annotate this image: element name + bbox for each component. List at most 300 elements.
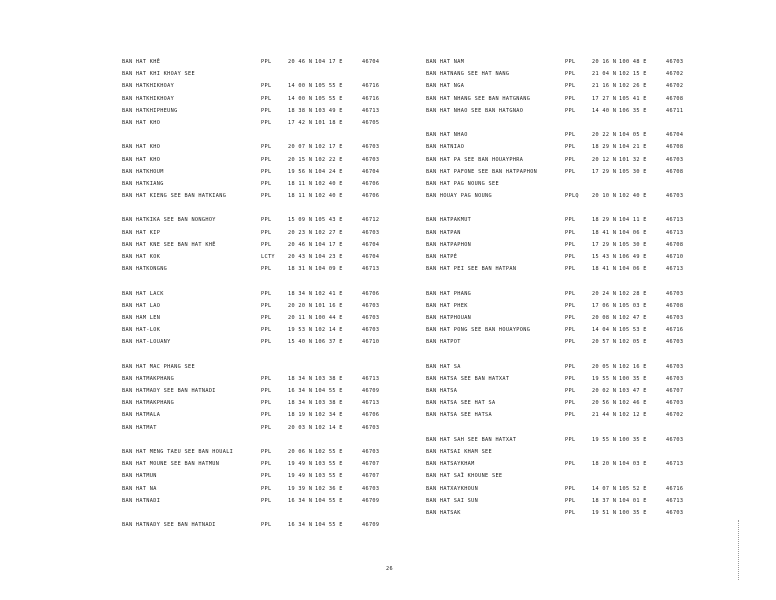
entry-map-code: 46703 bbox=[666, 509, 684, 516]
gazetteer-entry bbox=[122, 312, 390, 324]
entry-name: BAN HAT KOK bbox=[122, 254, 161, 260]
entry-map-code: 46716 bbox=[666, 485, 684, 492]
gazetteer-entry bbox=[122, 117, 390, 129]
gazetteer-entry bbox=[426, 324, 694, 336]
entry-latitude: 20 23 N bbox=[288, 229, 313, 236]
entry-latitude: 18 20 N bbox=[592, 461, 617, 468]
entry-map-code: 46706 bbox=[362, 180, 380, 187]
gazetteer-entry bbox=[122, 141, 390, 153]
entry-longitude: 104 06 E bbox=[619, 229, 647, 236]
entry-feature-type: PPL bbox=[261, 400, 272, 407]
entry-map-code: 46713 bbox=[666, 461, 684, 468]
entry-latitude: 19 51 N bbox=[592, 509, 617, 516]
entry-map-code: 46712 bbox=[362, 217, 380, 224]
entry-name: BAN HAT KIENG SEE BAN HATKIANG bbox=[122, 193, 227, 200]
entry-latitude: 21 04 N bbox=[592, 71, 617, 78]
entry-latitude: 14 00 N bbox=[288, 83, 313, 90]
entry-name: BAN HAT SAH SEE BAN HATXAT bbox=[426, 436, 517, 443]
entry-feature-type: PPL bbox=[565, 400, 576, 407]
entry-longitude: 104 23 E bbox=[315, 254, 343, 260]
entry-map-code: 46703 bbox=[666, 290, 684, 297]
entry-feature-type: PPL bbox=[565, 412, 576, 419]
entry-map-code: 46704 bbox=[362, 241, 380, 248]
entry-name: BAN HATMALA bbox=[122, 412, 161, 419]
entry-name: BAN HATNADY SEE BAN HATNADI bbox=[122, 522, 216, 529]
entry-feature-type: PPL bbox=[261, 327, 272, 334]
gazetteer-entry bbox=[426, 154, 694, 166]
entry-map-code: 46707 bbox=[666, 388, 684, 395]
entry-longitude: 102 41 E bbox=[315, 290, 343, 297]
entry-latitude: 18 34 N bbox=[288, 375, 313, 382]
entry-map-code: 46713 bbox=[666, 266, 684, 273]
entry-longitude: 104 55 E bbox=[315, 497, 343, 504]
entry-map-code: 46710 bbox=[362, 339, 380, 346]
entry-feature-type: PPL bbox=[261, 156, 272, 163]
entry-map-code: 46713 bbox=[362, 266, 380, 273]
entry-longitude: 102 55 E bbox=[315, 449, 343, 455]
entry-name: BAN HATPOT bbox=[426, 339, 461, 346]
entry-feature-type: PPL bbox=[565, 461, 576, 468]
section-gap bbox=[426, 422, 694, 434]
entry-longitude: 105 30 E bbox=[619, 168, 647, 175]
entry-feature-type: PPL bbox=[261, 180, 272, 187]
entry-latitude: 14 00 N bbox=[288, 95, 313, 102]
entry-longitude: 102 26 E bbox=[619, 83, 647, 90]
entry-feature-type: PPL bbox=[261, 388, 272, 395]
entry-longitude: 102 15 E bbox=[619, 71, 647, 78]
entry-name: BAN HATMUN bbox=[122, 473, 157, 480]
entry-map-code: 46703 bbox=[362, 424, 380, 431]
entry-latitude: 18 34 N bbox=[288, 400, 313, 407]
gazetteer-entry bbox=[122, 227, 390, 239]
entry-longitude: 104 11 E bbox=[619, 217, 647, 224]
entry-name: BAN HATPHOUAN bbox=[426, 314, 472, 321]
entry-name: BAN HAT KHÊ bbox=[122, 59, 161, 65]
entry-latitude: 17 29 N bbox=[592, 168, 617, 175]
entry-longitude: 106 49 E bbox=[619, 254, 647, 260]
gazetteer-entry bbox=[122, 239, 390, 251]
gazetteer-entry bbox=[122, 190, 390, 202]
entry-feature-type: PPL bbox=[261, 83, 272, 90]
section-gap bbox=[122, 129, 390, 141]
gazetteer-entry bbox=[122, 166, 390, 178]
entry-longitude: 103 47 E bbox=[619, 388, 647, 395]
entry-map-code: 46703 bbox=[666, 59, 684, 65]
entry-longitude: 104 55 E bbox=[315, 522, 343, 529]
entry-feature-type: PPL bbox=[261, 314, 272, 321]
gazetteer-entry bbox=[426, 458, 694, 470]
entry-longitude: 104 55 E bbox=[315, 388, 343, 395]
gazetteer-entry bbox=[426, 141, 694, 153]
entry-name: BAN HAT NAM bbox=[426, 59, 465, 65]
gazetteer-entry bbox=[426, 446, 694, 458]
gazetteer-entry bbox=[122, 495, 390, 507]
gazetteer-entry bbox=[122, 373, 390, 385]
gazetteer-entry bbox=[426, 80, 694, 92]
gazetteer-entry bbox=[122, 178, 390, 190]
gazetteer-entry bbox=[122, 470, 390, 482]
entry-latitude: 18 29 N bbox=[592, 144, 617, 151]
gazetteer-entry bbox=[122, 214, 390, 226]
entry-feature-type: PPL bbox=[261, 193, 272, 200]
entry-latitude: 20 16 N bbox=[592, 59, 617, 65]
entry-latitude: 14 04 N bbox=[592, 327, 617, 334]
entry-feature-type: PPL bbox=[565, 388, 576, 395]
entry-latitude: 18 11 N bbox=[288, 180, 313, 187]
entry-map-code: 46703 bbox=[666, 156, 684, 163]
entry-longitude: 104 17 E bbox=[315, 241, 343, 248]
section-gap bbox=[122, 349, 390, 361]
entry-feature-type: PPL bbox=[565, 254, 576, 260]
entry-feature-type: PPL bbox=[261, 107, 272, 114]
entry-feature-type: PPL bbox=[261, 339, 272, 346]
entry-longitude: 104 01 E bbox=[619, 497, 647, 504]
entry-feature-type: PPL bbox=[261, 229, 272, 236]
entry-feature-type: PPL bbox=[565, 107, 576, 114]
entry-name: BAN HATMAT bbox=[122, 424, 157, 431]
gazetteer-entry bbox=[426, 178, 694, 190]
entry-name: BAN HAT PEI SEE BAN HATPAN bbox=[426, 266, 517, 273]
gazetteer-entry bbox=[122, 80, 390, 92]
entry-map-code: 46706 bbox=[362, 193, 380, 200]
entry-longitude: 100 35 E bbox=[619, 436, 647, 443]
gazetteer-entry bbox=[426, 288, 694, 300]
entry-name: BAN HAT PONG SEE BAN HOUAYPONG bbox=[426, 327, 531, 334]
entry-map-code: 46708 bbox=[666, 144, 684, 151]
entry-map-code: 46704 bbox=[362, 254, 380, 260]
gazetteer-entry bbox=[426, 93, 694, 105]
entry-map-code: 46706 bbox=[362, 412, 380, 419]
entry-map-code: 46710 bbox=[666, 254, 684, 260]
entry-feature-type: PPL bbox=[565, 436, 576, 443]
entry-feature-type: PPL bbox=[565, 59, 576, 65]
entry-name: BAN HATSAI KHAM SEE bbox=[426, 449, 492, 455]
entry-longitude: 104 06 E bbox=[619, 266, 647, 273]
entry-name: BAN HAT PAFONE SEE BAN HATPAPHON bbox=[426, 168, 538, 175]
entry-feature-type: PPL bbox=[565, 156, 576, 163]
gazetteer-entry bbox=[122, 446, 390, 458]
entry-longitude: 103 55 E bbox=[315, 473, 343, 480]
entry-map-code: 46703 bbox=[666, 339, 684, 346]
gazetteer-entry bbox=[426, 190, 694, 202]
entry-longitude: 106 35 E bbox=[619, 107, 647, 114]
entry-map-code: 46703 bbox=[666, 363, 684, 370]
entry-map-code: 46703 bbox=[666, 436, 684, 443]
gazetteer-entry bbox=[426, 56, 694, 68]
entry-latitude: 18 41 N bbox=[592, 266, 617, 273]
entry-latitude: 20 43 N bbox=[288, 254, 313, 260]
gazetteer-entry bbox=[122, 324, 390, 336]
entry-name: BAN HAT-LOUANY bbox=[122, 339, 171, 346]
entry-latitude: 18 38 N bbox=[288, 107, 313, 114]
entry-latitude: 15 43 N bbox=[592, 254, 617, 260]
entry-name: BAN HATKIKA SEE BAN NONGHOY bbox=[122, 217, 216, 224]
entry-map-code: 46713 bbox=[666, 217, 684, 224]
entry-map-code: 46704 bbox=[362, 168, 380, 175]
gazetteer-entry bbox=[426, 385, 694, 397]
entry-map-code: 46703 bbox=[666, 400, 684, 407]
entry-latitude: 20 15 N bbox=[288, 156, 313, 163]
entry-latitude: 16 34 N bbox=[288, 522, 313, 529]
entry-map-code: 46703 bbox=[362, 485, 380, 492]
entry-longitude: 104 21 E bbox=[619, 144, 647, 151]
entry-latitude: 19 55 N bbox=[592, 375, 617, 382]
entry-feature-type: PPL bbox=[565, 241, 576, 248]
gazetteer-entry bbox=[426, 239, 694, 251]
entry-map-code: 46713 bbox=[666, 497, 684, 504]
entry-name: BAN HATKHIPHEUNG bbox=[122, 107, 178, 114]
entry-latitude: 20 22 N bbox=[592, 132, 617, 139]
entry-feature-type: PPL bbox=[565, 327, 576, 334]
entry-longitude: 101 16 E bbox=[315, 302, 343, 309]
section-gap bbox=[122, 434, 390, 446]
entry-name: BAN HAT KNE SEE BAN HAT KHÊ bbox=[122, 241, 216, 248]
entry-map-code: 46704 bbox=[666, 132, 684, 139]
entry-longitude: 102 40 E bbox=[619, 193, 647, 200]
entry-map-code: 46703 bbox=[362, 144, 380, 151]
entry-longitude: 102 47 E bbox=[619, 314, 647, 321]
gazetteer-entry bbox=[426, 312, 694, 324]
gazetteer-entry bbox=[426, 409, 694, 421]
entry-latitude: 19 49 N bbox=[288, 461, 313, 468]
entry-latitude: 17 06 N bbox=[592, 302, 617, 309]
entry-latitude: 20 02 N bbox=[592, 388, 617, 395]
gazetteer-entry bbox=[122, 56, 390, 68]
entry-feature-type: PPL bbox=[261, 412, 272, 419]
entry-longitude: 105 55 E bbox=[315, 95, 343, 102]
entry-feature-type: PPL bbox=[261, 302, 272, 309]
gazetteer-entry bbox=[426, 166, 694, 178]
entry-map-code: 46709 bbox=[362, 388, 380, 395]
entry-latitude: 20 07 N bbox=[288, 144, 313, 151]
entry-longitude: 101 32 E bbox=[619, 156, 647, 163]
entry-latitude: 18 34 N bbox=[288, 290, 313, 297]
entry-latitude: 15 40 N bbox=[288, 339, 313, 346]
entry-name: BAN HATPAPHON bbox=[426, 241, 472, 248]
entry-name: BAN HAT KHO bbox=[122, 156, 161, 163]
entry-name: BAN HATSA SEE HAT SA bbox=[426, 400, 496, 407]
entry-feature-type: PPL bbox=[565, 168, 576, 175]
entry-name: BAN HOUAY PAG NOUNG bbox=[426, 193, 492, 200]
entry-longitude: 102 40 E bbox=[315, 180, 343, 187]
entry-feature-type: PPL bbox=[565, 363, 576, 370]
entry-longitude: 102 27 E bbox=[315, 229, 343, 236]
entry-map-code: 46703 bbox=[362, 327, 380, 334]
page-number: 26 bbox=[386, 566, 393, 572]
gazetteer-entry bbox=[122, 93, 390, 105]
entry-latitude: 20 11 N bbox=[288, 314, 313, 321]
entry-feature-type: PPL bbox=[261, 59, 272, 65]
entry-longitude: 103 55 E bbox=[315, 461, 343, 468]
gazetteer-entry bbox=[122, 385, 390, 397]
entry-feature-type: PPL bbox=[565, 95, 576, 102]
entry-name: BAN HATNANG SEE HAT NANG bbox=[426, 71, 510, 78]
entry-latitude: 20 05 N bbox=[592, 363, 617, 370]
entry-feature-type: LCTY bbox=[261, 254, 275, 260]
entry-map-code: 46716 bbox=[666, 327, 684, 334]
entry-name: BAN HAT KHO bbox=[122, 144, 161, 151]
entry-name: BAN HATKHIKHOAY bbox=[122, 95, 175, 102]
entry-longitude: 102 40 E bbox=[315, 193, 343, 200]
entry-latitude: 19 55 N bbox=[592, 436, 617, 443]
entry-latitude: 14 07 N bbox=[592, 485, 617, 492]
entry-map-code: 46704 bbox=[362, 59, 380, 65]
entry-longitude: 104 09 E bbox=[315, 266, 343, 273]
entry-feature-type: PPL bbox=[261, 473, 272, 480]
gazetteer-entry bbox=[122, 154, 390, 166]
entry-feature-type: PPL bbox=[565, 144, 576, 151]
entry-longitude: 102 17 E bbox=[315, 144, 343, 151]
entry-feature-type: PPL bbox=[565, 83, 576, 90]
gazetteer-entry bbox=[426, 214, 694, 226]
entry-latitude: 20 56 N bbox=[592, 400, 617, 407]
entry-latitude: 19 39 N bbox=[288, 485, 313, 492]
entry-longitude: 102 36 E bbox=[315, 485, 343, 492]
entry-name: BAN HATSAYKHAM bbox=[426, 461, 475, 468]
entry-feature-type: PPL bbox=[565, 229, 576, 236]
entry-name: BAN HATMADY SEE BAN HATNADI bbox=[122, 388, 216, 395]
entry-feature-type: PPL bbox=[261, 424, 272, 431]
entry-map-code: 46708 bbox=[666, 95, 684, 102]
entry-feature-type: PPL bbox=[261, 449, 272, 455]
gazetteer-entry bbox=[122, 422, 390, 434]
entry-latitude: 20 20 N bbox=[288, 302, 313, 309]
gazetteer-entry bbox=[122, 397, 390, 409]
gazetteer-entry bbox=[426, 495, 694, 507]
entry-longitude: 102 46 E bbox=[619, 400, 647, 407]
gazetteer-entry bbox=[426, 483, 694, 495]
entry-feature-type: PPL bbox=[565, 132, 576, 139]
gazetteer-entry bbox=[426, 227, 694, 239]
entry-feature-type: PPL bbox=[261, 241, 272, 248]
entry-feature-type: PPL bbox=[565, 339, 576, 346]
entry-feature-type: PPL bbox=[565, 217, 576, 224]
entry-longitude: 103 38 E bbox=[315, 400, 343, 407]
entry-latitude: 17 42 N bbox=[288, 119, 313, 126]
margin-scan-marks bbox=[738, 520, 741, 580]
gazetteer-entry bbox=[426, 300, 694, 312]
entry-name: BAN HAT PAG NOUNG SEE bbox=[426, 180, 499, 187]
entry-map-code: 46709 bbox=[362, 497, 380, 504]
entry-longitude: 104 03 E bbox=[619, 461, 647, 468]
entry-latitude: 18 19 N bbox=[288, 412, 313, 419]
entry-feature-type: PPL bbox=[261, 266, 272, 273]
entry-feature-type: PPL bbox=[261, 375, 272, 382]
entry-map-code: 46716 bbox=[362, 83, 380, 90]
gazetteer-entry bbox=[122, 288, 390, 300]
gazetteer-entry bbox=[122, 519, 390, 531]
entry-longitude: 104 17 E bbox=[315, 59, 343, 65]
gazetteer-entry bbox=[122, 336, 390, 348]
entry-longitude: 105 53 E bbox=[619, 327, 647, 334]
gazetteer-entry bbox=[426, 470, 694, 482]
entry-longitude: 102 14 E bbox=[315, 327, 343, 334]
gazetteer-entry bbox=[426, 129, 694, 141]
entry-longitude: 104 05 E bbox=[619, 132, 647, 139]
entry-latitude: 18 29 N bbox=[592, 217, 617, 224]
gazetteer-entry bbox=[426, 105, 694, 117]
entry-map-code: 46707 bbox=[362, 461, 380, 468]
entry-name: BAN HAT KHO bbox=[122, 119, 161, 126]
entry-feature-type: PPL bbox=[261, 217, 272, 224]
entry-longitude: 104 24 E bbox=[315, 168, 343, 175]
section-gap bbox=[426, 349, 694, 361]
entry-map-code: 46707 bbox=[362, 473, 380, 480]
entry-latitude: 16 34 N bbox=[288, 497, 313, 504]
entry-name: BAN HAT NGA bbox=[426, 83, 465, 90]
entry-longitude: 102 28 E bbox=[619, 290, 647, 297]
entry-latitude: 20 46 N bbox=[288, 241, 313, 248]
entry-feature-type: PPL bbox=[261, 119, 272, 126]
entry-latitude: 21 44 N bbox=[592, 412, 617, 419]
entry-name: BAN HATMAKPHANG bbox=[122, 375, 175, 382]
entry-name: BAN HAT MENG TAEU SEE BAN HOUALI bbox=[122, 449, 234, 455]
gazetteer-entry bbox=[122, 361, 390, 373]
entry-name: BAN HAT-LOK bbox=[122, 327, 161, 334]
entry-name: BAN HATSA SEE HATSA bbox=[426, 412, 492, 419]
entry-latitude: 15 09 N bbox=[288, 217, 313, 224]
entry-latitude: 20 03 N bbox=[288, 424, 313, 431]
entry-feature-type: PPL bbox=[565, 509, 576, 516]
entry-feature-type: PPL bbox=[261, 497, 272, 504]
entry-name: BAN HAT SAÏ KHOUNE SEE bbox=[426, 473, 503, 480]
entry-longitude: 105 41 E bbox=[619, 95, 647, 102]
gazetteer-entry bbox=[426, 434, 694, 446]
entry-name: BAN HATSA bbox=[426, 388, 458, 395]
entry-longitude: 105 30 E bbox=[619, 241, 647, 248]
entry-feature-type: PPL bbox=[565, 314, 576, 321]
entry-feature-type: PPL bbox=[565, 375, 576, 382]
entry-latitude: 20 08 N bbox=[592, 314, 617, 321]
entry-name: BAN HAT PA SEE BAN HOUAYPHRA bbox=[426, 156, 524, 163]
section-gap bbox=[426, 117, 694, 129]
entry-latitude: 19 56 N bbox=[288, 168, 313, 175]
entry-map-code: 46713 bbox=[362, 375, 380, 382]
entry-name: BAN HAT MAC PHANG SEE bbox=[122, 363, 195, 370]
entry-latitude: 18 37 N bbox=[592, 497, 617, 504]
gazetteer-entry bbox=[426, 361, 694, 373]
entry-map-code: 46708 bbox=[666, 168, 684, 175]
entry-latitude: 20 06 N bbox=[288, 449, 313, 455]
entry-longitude: 102 34 E bbox=[315, 412, 343, 419]
entry-longitude: 105 52 E bbox=[619, 485, 647, 492]
entry-name: BAN HATNADI bbox=[122, 497, 161, 504]
gazetteer-entry bbox=[122, 300, 390, 312]
entry-name: BAN HATKIANG bbox=[122, 180, 164, 187]
entry-name: BAN HATPÉ bbox=[426, 254, 458, 260]
entry-feature-type: PPL bbox=[565, 497, 576, 504]
entry-map-code: 46702 bbox=[666, 71, 684, 78]
entry-longitude: 103 38 E bbox=[315, 375, 343, 382]
gazetteer-entry bbox=[122, 251, 390, 263]
entry-name: BAN HAT LACK bbox=[122, 290, 164, 297]
entry-latitude: 18 41 N bbox=[592, 229, 617, 236]
entry-latitude: 17 27 N bbox=[592, 95, 617, 102]
entry-longitude: 106 37 E bbox=[315, 339, 343, 346]
entry-name: BAN HAT PHEK bbox=[426, 302, 468, 309]
entry-feature-type: PPL bbox=[261, 144, 272, 151]
entry-name: BAN HATPAKMUT bbox=[426, 217, 472, 224]
entry-name: BAN HAT NHAO bbox=[426, 132, 468, 139]
gazetteer-entry bbox=[122, 458, 390, 470]
entry-feature-type: PPL bbox=[565, 485, 576, 492]
entry-feature-type: PPL bbox=[261, 168, 272, 175]
entry-longitude: 102 12 E bbox=[619, 412, 647, 419]
entry-feature-type: PPL bbox=[261, 485, 272, 492]
entry-name: BAN HATSA SEE BAN HATXAT bbox=[426, 375, 510, 382]
gazetteer-entry bbox=[426, 263, 694, 275]
entry-name: BAN HAT NHAO SEE BAN HATGNAO bbox=[426, 107, 524, 114]
